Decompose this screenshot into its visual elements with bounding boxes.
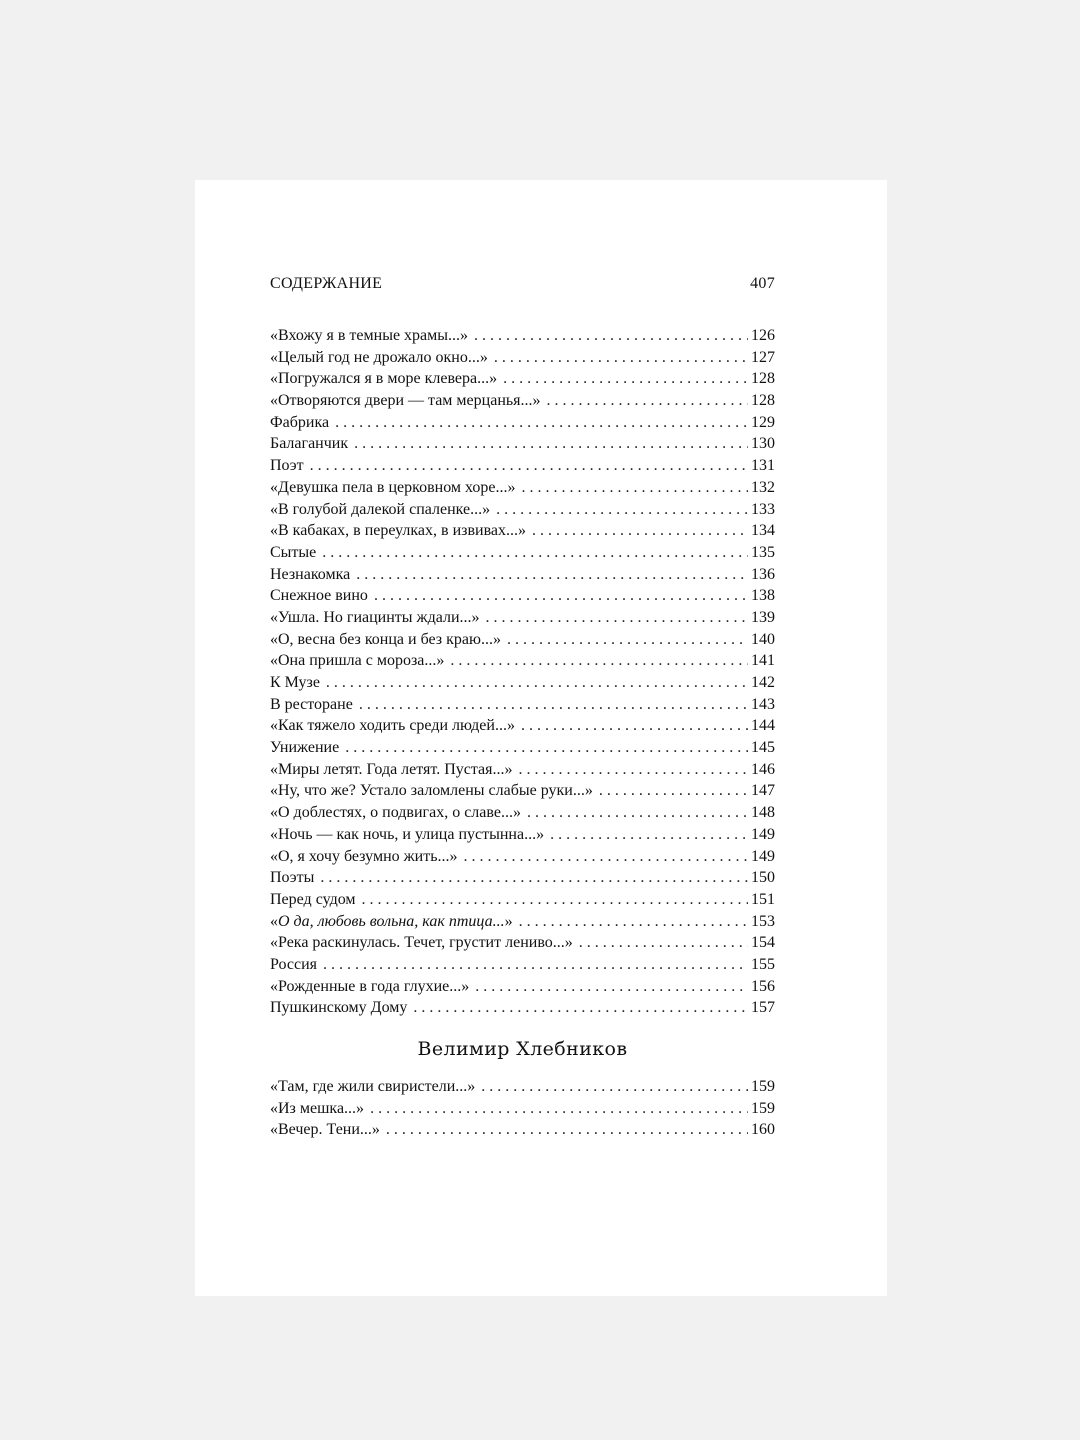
- toc-leader: [310, 455, 748, 477]
- toc-entry: [270, 585, 775, 607]
- toc-title: Фабрика: [270, 413, 330, 431]
- toc-leader: [320, 867, 748, 889]
- toc-entry: [270, 412, 775, 434]
- toc-leader: [450, 650, 748, 672]
- toc-page: 132: [751, 478, 775, 496]
- toc-entry: [270, 976, 775, 998]
- toc-leader: [374, 585, 748, 607]
- toc-page: 140: [751, 630, 775, 648]
- toc-leader: [496, 499, 748, 521]
- toc-leader: [481, 1076, 748, 1098]
- toc-entry: [270, 325, 775, 347]
- toc-page: 129: [751, 413, 775, 431]
- toc-title: «Вечер. Тени...»: [270, 1121, 380, 1139]
- toc-entry: [270, 737, 775, 759]
- toc-entry: [270, 802, 775, 824]
- toc-entry: [270, 499, 775, 521]
- toc-entry: [270, 368, 775, 390]
- toc-leader: [464, 846, 748, 868]
- toc-leader: [547, 390, 748, 412]
- toc-entry: [270, 650, 775, 672]
- toc-page: 134: [751, 522, 775, 540]
- toc-leader: [599, 780, 748, 802]
- toc-page: 157: [751, 999, 775, 1017]
- toc-leader: [579, 932, 748, 954]
- toc-page: 130: [751, 435, 775, 453]
- toc-leader: [362, 889, 748, 911]
- toc-entry: [270, 672, 775, 694]
- toc-entry: [270, 607, 775, 629]
- toc-title: «О доблестях, о подвигах, о славе...»: [270, 804, 521, 822]
- toc-entry: [270, 954, 775, 976]
- toc-leader: [413, 997, 748, 1019]
- toc-entry: [270, 715, 775, 737]
- toc-entry: [270, 889, 775, 911]
- toc-leader: [370, 1098, 748, 1120]
- toc-title: «Рожденные в года глухие...»: [270, 977, 470, 995]
- toc-page: 153: [751, 912, 775, 930]
- toc-page: 154: [751, 934, 775, 952]
- toc-page: 147: [751, 782, 775, 800]
- toc-entry: [270, 997, 775, 1019]
- toc-entry: [270, 1098, 775, 1120]
- toc-title: «Как тяжело ходить среди людей...»: [270, 717, 515, 735]
- toc-title: Сытые: [270, 543, 317, 561]
- toc-leader: [474, 325, 748, 347]
- toc-list-blok: [270, 325, 775, 1019]
- toc-leader: [475, 976, 748, 998]
- toc-page: 127: [751, 348, 775, 366]
- toc-page: 155: [751, 955, 775, 973]
- toc-entry: [270, 390, 775, 412]
- toc-page: 160: [751, 1121, 775, 1139]
- toc-title: В ресторане: [270, 695, 353, 713]
- toc-page: 150: [751, 869, 775, 887]
- toc-page: 145: [751, 739, 775, 757]
- toc-title: «Там, где жили свиристели...»: [270, 1078, 476, 1095]
- toc-entry: [270, 759, 775, 781]
- toc-title: «О, весна без конца и без краю...»: [270, 630, 501, 648]
- toc-entry: [270, 824, 775, 846]
- toc-leader: [486, 607, 748, 629]
- toc-title: «Целый год не дрожало окно...»: [270, 348, 488, 366]
- toc-entry: [270, 477, 775, 499]
- toc-title-italic: О да, любовь вольна, как птица...: [278, 912, 505, 930]
- toc-title: «Миры летят. Года летят. Пустая...»: [270, 760, 513, 778]
- toc-page: 146: [751, 760, 775, 778]
- section-heading: Велимир Хлебников: [417, 1038, 628, 1060]
- quote-close: »: [504, 912, 513, 930]
- running-head: [270, 275, 775, 293]
- toc-leader: [323, 954, 748, 976]
- toc-leader: [494, 347, 748, 369]
- toc-entry: [270, 564, 775, 586]
- toc-page: 159: [751, 1078, 775, 1095]
- toc-leader: [322, 542, 748, 564]
- toc-page: 143: [751, 695, 775, 713]
- toc-leader: [519, 911, 748, 933]
- toc-title: «Ну, что же? Устало заломлены слабые руки...»: [270, 782, 593, 800]
- toc-leader: [356, 564, 748, 586]
- toc-page: 148: [751, 804, 775, 822]
- toc-title: Поэты: [270, 869, 315, 887]
- toc-title: Перед судом: [270, 890, 356, 908]
- toc-leader: [326, 672, 748, 694]
- toc-entry: [270, 867, 775, 889]
- toc-entry: [270, 455, 775, 477]
- toc-page: 135: [751, 543, 775, 561]
- toc-entry: [270, 846, 775, 868]
- toc-page: 159: [751, 1099, 775, 1117]
- toc-entry: [270, 520, 775, 542]
- toc-entry: [270, 694, 775, 716]
- toc-title: «О, я хочу безумно жить...»: [270, 847, 458, 865]
- toc-leader: [345, 737, 748, 759]
- toc-title: Поэт: [270, 457, 304, 475]
- toc-title: Незнакомка: [270, 565, 351, 583]
- toc-title: «Она пришла с мороза...»: [270, 652, 445, 670]
- toc-page: 128: [751, 392, 775, 410]
- toc-page: 142: [751, 674, 775, 691]
- toc-leader: [386, 1119, 748, 1141]
- toc-title: Пушкинскому Дому: [270, 999, 408, 1017]
- toc-title: «Вхожу я в темные храмы...»: [270, 327, 469, 344]
- toc-entry: [270, 1119, 775, 1141]
- toc-page: 138: [751, 587, 775, 605]
- toc-leader: [503, 368, 748, 390]
- toc-leader: [521, 715, 748, 737]
- toc-page: 128: [751, 370, 775, 388]
- toc-leader: [522, 477, 748, 499]
- toc-title: «В кабаках, в переулках, в извивах...»: [270, 522, 527, 540]
- toc-title: «В голубой далекой спаленке...»: [270, 500, 491, 518]
- page-header-title: СОДЕРЖАНИЕ: [270, 275, 383, 292]
- toc-entry: [270, 629, 775, 651]
- toc-title: «Ушла. Но гиацинты ждали...»: [270, 608, 480, 626]
- toc-title: «Ночь — как ночь, и улица пустынна...»: [270, 825, 545, 843]
- book-page: [195, 180, 887, 1296]
- toc-title: «Из мешка...»: [270, 1099, 365, 1117]
- toc-leader: [335, 412, 748, 434]
- toc-title: «Отворяются двери — там мерцанья...»: [270, 392, 541, 410]
- toc-leader: [359, 694, 748, 716]
- toc-page: 141: [751, 652, 775, 670]
- toc-leader: [527, 802, 748, 824]
- toc-entry: [270, 780, 775, 802]
- toc-leader: [519, 759, 749, 781]
- toc-title: Балаганчик: [270, 435, 349, 453]
- toc-entry: [270, 347, 775, 369]
- toc-entry: [270, 433, 775, 455]
- toc-leader: [550, 824, 748, 846]
- toc-page: 126: [751, 327, 775, 344]
- toc-entry: [270, 542, 775, 564]
- toc-title: К Музе: [270, 674, 320, 691]
- toc-page: 139: [751, 608, 775, 626]
- toc-entry: [270, 932, 775, 954]
- quote-open: «: [270, 912, 278, 930]
- toc-entry: [270, 1076, 775, 1098]
- toc-page: 136: [751, 565, 775, 583]
- toc-page: 151: [751, 890, 775, 908]
- toc-title: Россия: [270, 955, 318, 973]
- toc-title: Снежное вино: [270, 587, 368, 605]
- toc-list-khlebnikov: [270, 1076, 775, 1141]
- toc-page: 144: [751, 717, 775, 735]
- toc-page: 149: [751, 825, 775, 843]
- toc-title: «Погружался я в море клевера...»: [270, 370, 498, 388]
- toc-title: «Девушка пела в церковном хоре...»: [270, 478, 516, 496]
- toc-title: «Река раскинулась. Течет, грустит лениво...»: [270, 934, 573, 952]
- toc-page: 131: [751, 457, 775, 475]
- toc-page: 133: [751, 500, 775, 518]
- page-number: 407: [750, 275, 775, 292]
- toc-leader: [532, 520, 748, 542]
- toc-title: Унижение: [270, 739, 340, 757]
- toc-leader: [354, 433, 748, 455]
- toc-page: 149: [751, 847, 775, 865]
- toc-title: [270, 911, 513, 933]
- toc-page: 156: [751, 977, 775, 995]
- toc-entry: [270, 911, 775, 933]
- toc-leader: [507, 629, 748, 651]
